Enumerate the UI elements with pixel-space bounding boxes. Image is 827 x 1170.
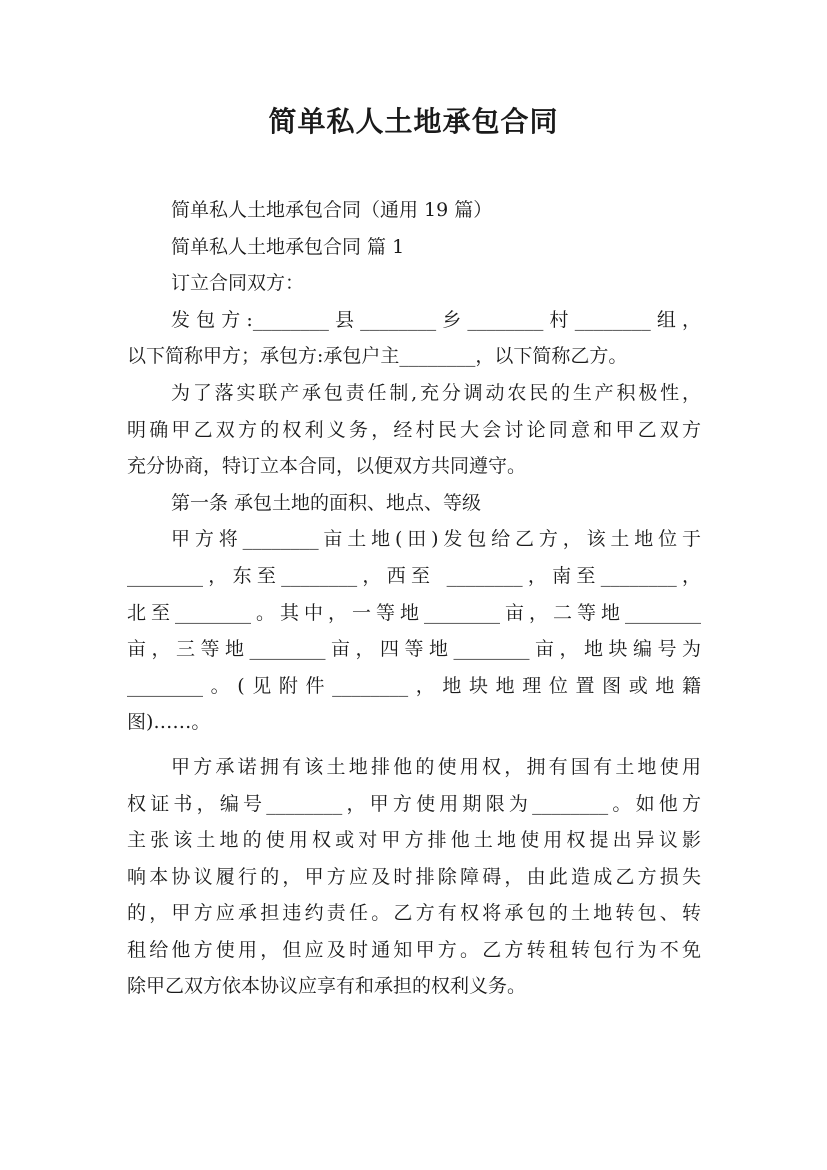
text-line: 的，甲方应承担违约责任。乙方有权将承包的土地转包、转: [127, 902, 701, 925]
text-line: 充分协商，特订立本合同，以便双方共同遵守。: [127, 455, 527, 478]
text-line: 响本协议履行的，甲方应及时排除障碍，由此造成乙方损失: [127, 865, 701, 888]
text-line: 北至________。其中，一等地________亩，二等地________: [127, 601, 701, 624]
text-line: 第一条 承包土地的面积、地点、等级: [171, 491, 482, 514]
text-line: 主张该土地的使用权或对甲方排他土地使用权提出异议影: [127, 829, 701, 852]
text-line: 图)……。: [127, 711, 211, 734]
text-line: 明确甲乙双方的权利义务，经村民大会讨论同意和甲乙双方: [127, 418, 701, 441]
text-line: 以下简称甲方；承包方:承包户主________，以下简称乙方。: [127, 345, 628, 368]
text-line: 除甲乙双方依本协议应享有和承担的权利义务。: [127, 975, 527, 998]
text-line: 甲方承诺拥有该土地排他的使用权，拥有国有土地使用: [171, 755, 701, 778]
text-line: 订立合同双方：: [171, 272, 305, 295]
text-line: ________，东至________，西至 ________，南至________，: [127, 564, 701, 587]
text-line: ________。(见附件________，地块地理位置图或地籍: [127, 674, 701, 697]
text-line: 简单私人土地承包合同 篇 1: [171, 235, 405, 258]
text-line: 为了落实联产承包责任制,充分调动农民的生产积极性，: [171, 381, 701, 404]
text-line: 简单私人土地承包合同（通用 19 篇）: [171, 199, 493, 221]
document-body: [127, 192, 701, 1005]
document-title: 简单私人土地承包合同: [268, 105, 559, 138]
paragraph-gap: [127, 741, 701, 749]
text-line: 权证书，编号________，甲方使用期限为________。如他方: [127, 792, 701, 815]
text-line: 租给他方使用，但应及时通知甲方。乙方转租转包行为不免: [127, 938, 701, 961]
text-line: 发包方:________县________乡________村________组，: [171, 308, 701, 331]
text-line: 亩，三等地________亩，四等地________亩，地块编号为: [127, 638, 701, 661]
text-line: 甲方将________亩土地(田)发包给乙方，该土地位于: [171, 528, 701, 551]
